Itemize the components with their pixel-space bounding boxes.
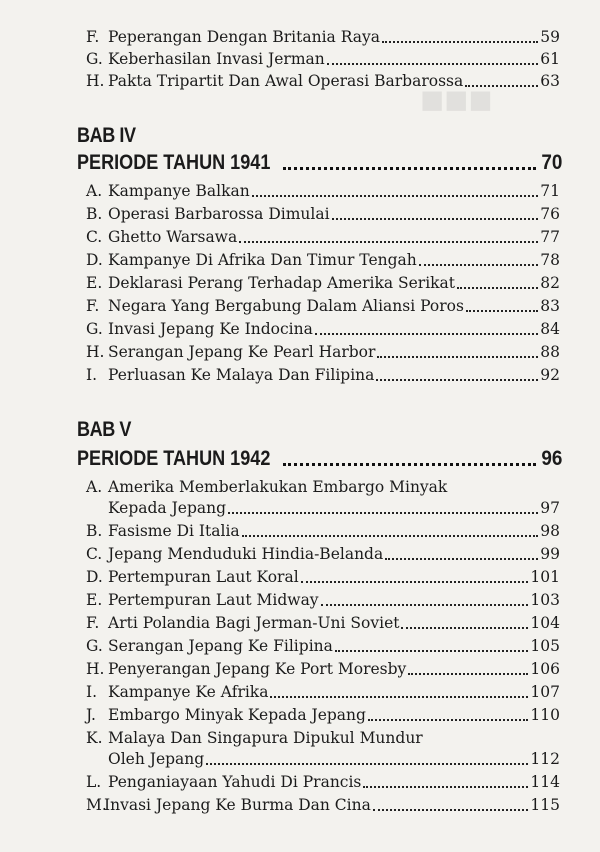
dot-leader [376,379,538,381]
entry-title: Penganiayaan Yahudi Di Prancis [108,773,362,791]
entry-title-line2: Oleh Jepang [108,750,205,768]
period-title: PERIODE TAHUN 1941 [77,151,271,174]
chapter-heading: BAB V [77,418,132,441]
entry-letter: H. [86,72,105,90]
entry-title: Pakta Tripartit Dan Awal Operasi Barbarossa [108,72,464,90]
period-page: 96 [540,447,562,470]
toc-entry[interactable] [86,727,560,749]
entry-letter: G. [86,50,103,68]
dot-leader [301,581,529,583]
entry-letter: A. [86,182,103,200]
dot-leader [382,41,538,43]
entry-title: Kampanye Di Afrika Dan Timur Tengah [108,251,417,269]
dot-leader [466,310,538,312]
toc-entry[interactable] [86,794,560,816]
entry-letter: B. [86,522,103,540]
toc-entry[interactable] [86,318,560,340]
toc-entry[interactable] [86,295,560,317]
entry-letter: C. [86,545,103,563]
dot-leader [242,535,539,537]
dot-leader [206,763,528,765]
dot-leader [239,241,538,243]
toc-entry[interactable] [86,771,560,793]
entry-letter: F. [86,614,100,632]
entry-page: 76 [540,205,560,223]
toc-entry[interactable] [86,70,560,92]
entry-page: 104 [530,614,560,632]
entry-page: 115 [530,796,560,814]
entry-page: 61 [540,50,560,68]
entry-title: Keberhasilan Invasi Jerman [108,50,325,68]
entry-page: 71 [540,182,560,200]
toc-entry[interactable] [86,341,560,363]
dot-leader [368,719,528,721]
show-through-texture: ■■■ [420,78,493,122]
entry-page: 77 [540,228,560,246]
entry-title: Invasi Jepang Ke Burma Dan Cina [104,796,371,814]
entry-page: 103 [530,591,560,609]
dot-leader [228,512,538,514]
toc-entry[interactable] [86,658,560,680]
toc-entry[interactable] [86,543,560,565]
entry-title: Deklarasi Perang Terhadap Amerika Serikat [108,274,456,292]
toc-entry[interactable] [86,520,560,542]
entry-page: 59 [540,28,560,46]
entry-title: Pertempuran Laut Koral [108,568,299,586]
toc-entry[interactable] [86,226,560,248]
toc-entry[interactable] [86,272,560,294]
entry-letter: E. [86,591,103,609]
entry-page: 78 [540,251,560,269]
entry-title: Operasi Barbarossa Dimulai [108,205,330,223]
dot-leader [465,85,538,87]
entry-letter: K. [86,729,103,747]
period-title: PERIODE TAHUN 1942 [77,447,271,470]
entry-page: 98 [540,522,560,540]
entry-page: 101 [530,568,560,586]
entry-page: 110 [530,706,560,724]
toc-entry-continuation[interactable] [86,497,560,519]
entry-title: Perluasan Ke Malaya Dan Filipina [108,366,375,384]
entry-title: Kampanye Balkan [108,182,250,200]
dot-leader [252,195,539,197]
entry-letter: F. [86,28,100,46]
entry-title: Pertempuran Laut Midway [108,591,319,609]
period-heading[interactable] [77,446,562,472]
entry-title: Serangan Jepang Ke Pearl Harbor [108,343,376,361]
toc-entry[interactable] [86,180,560,202]
period-page: 70 [540,151,562,174]
entry-title: Penyerangan Jepang Ke Port Moresby [108,660,407,678]
dot-leader [419,264,539,266]
entry-letter: C. [86,228,103,246]
toc-entry[interactable] [86,635,560,657]
toc-entry[interactable] [86,566,560,588]
entry-page: 92 [540,366,560,384]
entry-letter: J. [86,706,96,724]
entry-title: Malaya Dan Singapura Dipukul Mundur [108,729,423,747]
dot-leader [327,63,539,65]
entry-page: 112 [530,750,560,768]
toc-entry[interactable] [86,249,560,271]
entry-page: 106 [530,660,560,678]
entry-page: 63 [540,72,560,90]
entry-title: Peperangan Dengan Britania Raya [108,28,380,46]
period-heading[interactable] [77,150,562,176]
dot-leader [373,809,529,811]
entry-page: 82 [540,274,560,292]
dot-leader [377,356,538,358]
dot-leader [270,696,528,698]
entry-letter: I. [86,366,98,384]
dot-leader [408,673,528,675]
dot-leader [385,558,538,560]
entry-letter: H. [86,660,105,678]
dot-leader [283,167,536,170]
toc-entry[interactable] [86,476,560,498]
entry-title: Jepang Menduduki Hindia-Belanda [108,545,384,563]
dot-leader [457,287,538,289]
entry-title: Ghetto Warsawa [108,228,238,246]
entry-title: Amerika Memberlakukan Embargo Minyak [108,478,448,496]
entry-title: Arti Polandia Bagi Jerman-Uni Soviet [108,614,400,632]
chapter-heading: BAB IV [77,124,136,147]
toc-entry[interactable] [86,203,560,225]
entry-page: 107 [530,683,560,701]
toc-entry[interactable] [86,589,560,611]
entry-title: Serangan Jepang Ke Filipina [108,637,333,655]
entry-title-line2: Kepada Jepang [108,499,227,517]
entry-letter: H. [86,343,105,361]
entry-page: 97 [540,499,560,517]
toc-entry-continuation[interactable] [86,748,560,770]
dot-leader [315,333,538,335]
dot-leader [332,218,539,220]
toc-entry[interactable] [86,26,560,48]
entry-page: 84 [540,320,560,338]
entry-letter: M. [86,796,107,814]
dot-leader [283,463,536,466]
entry-letter: G. [86,320,103,338]
entry-title: Fasisme Di Italia [108,522,240,540]
entry-page: 83 [540,297,560,315]
entry-letter: L. [86,773,102,791]
dot-leader [363,786,528,788]
toc-entry[interactable] [86,612,560,634]
entry-letter: B. [86,205,103,223]
dot-leader [401,627,528,629]
entry-page: 88 [540,343,560,361]
entry-page: 105 [530,637,560,655]
dot-leader [335,650,529,652]
dot-leader [321,604,529,606]
entry-letter: D. [86,568,103,586]
entry-title: Embargo Minyak Kepada Jepang [108,706,366,724]
entry-letter: F. [86,297,100,315]
toc-entry[interactable] [86,364,560,386]
toc-entry[interactable] [86,681,560,703]
entry-title: Invasi Jepang Ke Indocina [108,320,313,338]
entry-title: Negara Yang Bergabung Dalam Aliansi Poros [108,297,464,315]
entry-letter: G. [86,637,103,655]
entry-letter: E. [86,274,103,292]
toc-entry[interactable] [86,48,560,70]
entry-letter: A. [86,478,103,496]
entry-letter: I. [86,683,98,701]
entry-letter: D. [86,251,103,269]
toc-entry[interactable] [86,704,560,726]
entry-page: 114 [530,773,560,791]
entry-page: 99 [540,545,560,563]
entry-title: Kampanye Ke Afrika [108,683,269,701]
